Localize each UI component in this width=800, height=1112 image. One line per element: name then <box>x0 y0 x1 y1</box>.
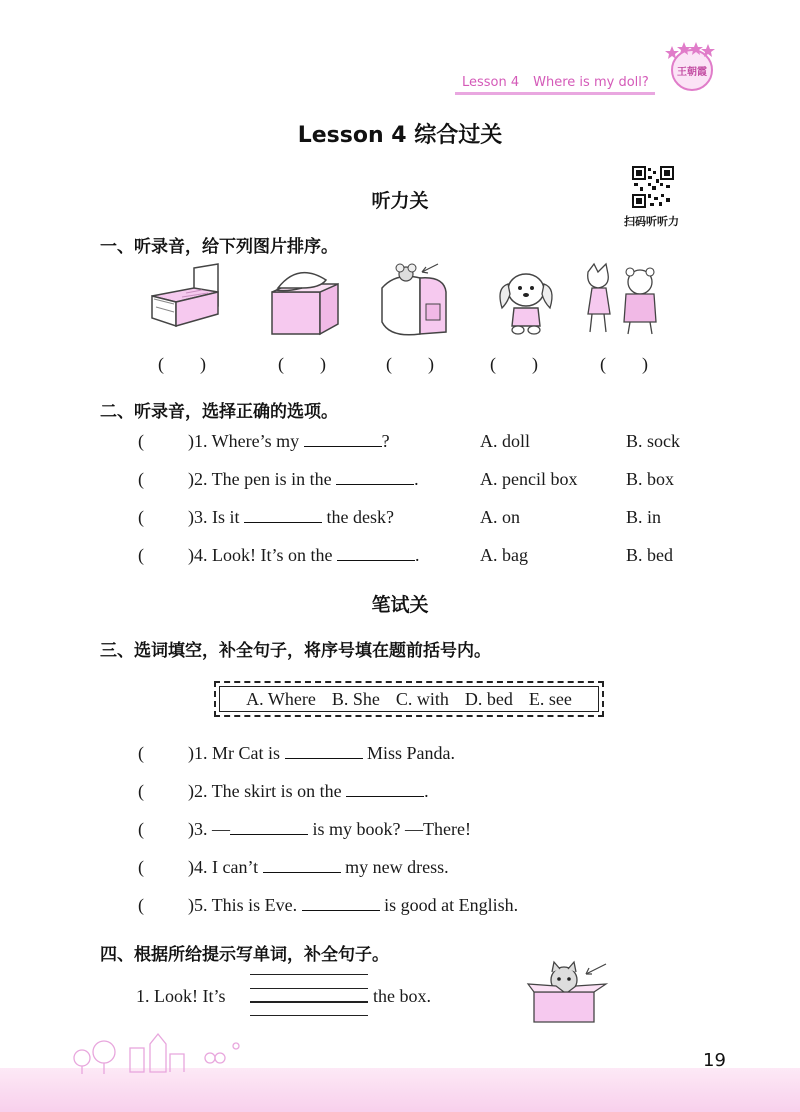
header-divider <box>455 92 655 95</box>
question-suffix: . <box>414 469 419 489</box>
blank-line <box>263 858 341 873</box>
fill-question-row <box>0 857 800 883</box>
box-with-cap-icon <box>262 262 344 338</box>
castle-decoration-icon <box>60 1024 260 1074</box>
question-suffix: . <box>424 781 429 801</box>
word-option: D. bed <box>464 688 513 709</box>
option-b[interactable]: B. sock <box>626 431 680 451</box>
writing-line <box>250 988 368 989</box>
question-suffix: is my book? —There! <box>308 819 471 839</box>
part2-title: 二、听录音，选择正确的选项。 <box>100 402 338 422</box>
word-option: E. see <box>528 688 572 709</box>
question-prefix: )2. The skirt is on the <box>188 781 347 801</box>
answer-paren[interactable]: ( <box>138 857 144 877</box>
question-prefix: )3. Is it <box>188 507 244 527</box>
bag-with-mouse-icon <box>376 262 458 338</box>
blank-line <box>302 896 380 911</box>
fill-question-row <box>0 781 800 807</box>
qr-code-icon[interactable] <box>632 166 674 208</box>
fill-question-row <box>0 743 800 769</box>
option-a[interactable]: A. bag <box>480 545 528 565</box>
option-a[interactable]: A. doll <box>480 431 531 451</box>
part4-q1-prefix: 1. Look! It’s <box>136 986 226 1006</box>
question-suffix: is good at English. <box>379 895 519 915</box>
answer-paren[interactable]: ( <box>138 819 144 839</box>
part4-title: 四、根据所给提示写单词，补全句子。 <box>100 945 389 965</box>
blank-line <box>244 508 322 523</box>
header-subtitle: Where is my doll? <box>533 75 649 90</box>
question-text <box>188 545 419 566</box>
question-prefix: )2. The pen is in the <box>188 469 337 489</box>
cat-in-box-icon <box>526 958 610 1026</box>
picture-5-paren[interactable]: ( ) <box>600 354 648 374</box>
option-a[interactable]: A. on <box>480 507 520 527</box>
picture-1-paren[interactable]: ( ) <box>158 354 206 374</box>
answer-paren[interactable]: ( <box>138 469 144 489</box>
question-suffix: my new dress. <box>340 857 449 877</box>
question-text <box>188 507 394 528</box>
blank-line <box>346 782 424 797</box>
writing-answer-line[interactable] <box>250 1001 368 1003</box>
blank-line <box>230 820 308 835</box>
listening-question-row <box>0 431 800 457</box>
answer-paren[interactable]: ( <box>138 781 144 801</box>
part4-q1-suffix: the box. <box>373 986 431 1006</box>
question-prefix: )1. Where’s my <box>188 431 304 451</box>
question-prefix: )1. Mr Cat is <box>188 743 285 763</box>
picture-2-paren[interactable]: ( ) <box>278 354 326 374</box>
fill-question-row <box>0 819 800 845</box>
listening-question-row <box>0 545 800 571</box>
option-a[interactable]: A. pencil box <box>480 469 578 489</box>
question-prefix: )4. Look! It’s on the <box>188 545 337 565</box>
blank-line <box>285 744 363 759</box>
option-b[interactable]: B. box <box>626 469 675 489</box>
blank-line <box>304 432 382 447</box>
fox-and-bear-icon <box>580 262 662 338</box>
writing-line <box>250 974 368 975</box>
answer-paren[interactable]: ( <box>138 431 144 451</box>
word-option: C. with <box>395 688 449 709</box>
question-suffix: . <box>414 545 420 565</box>
blank-line <box>336 470 414 485</box>
question-text <box>188 431 390 452</box>
puppy-doll-icon <box>486 262 568 338</box>
question-text <box>188 469 419 490</box>
footer-band <box>0 1068 800 1112</box>
answer-paren[interactable]: ( <box>138 545 144 565</box>
page-title: Lesson 4 综合过关 <box>297 123 503 148</box>
logo-text: 王朝霞 <box>677 67 707 78</box>
word-option: A. Where <box>246 688 316 709</box>
part1-title: 一、听录音，给下列图片排序。 <box>100 237 338 257</box>
writing-line <box>250 1015 368 1016</box>
question-prefix: )3. — <box>188 819 230 839</box>
listening-heading: 听力关 <box>371 190 429 212</box>
question-suffix: the desk? <box>322 507 394 527</box>
bed-picture-icon <box>146 262 228 338</box>
fill-question-row <box>0 895 800 921</box>
listening-question-row <box>0 469 800 495</box>
blank-line <box>337 546 415 561</box>
page-number: 19 <box>703 1050 726 1071</box>
header-logo <box>664 38 720 94</box>
option-b[interactable]: B. in <box>626 507 662 527</box>
picture-4-paren[interactable]: ( ) <box>490 354 538 374</box>
qr-caption: 扫码听听力 <box>624 215 679 228</box>
answer-paren[interactable]: ( <box>138 895 144 915</box>
writing-heading: 笔试关 <box>371 594 429 616</box>
question-text <box>188 895 518 916</box>
question-text <box>188 781 429 802</box>
part3-title: 三、选词填空，补全句子，将序号填在题前括号内。 <box>100 641 491 661</box>
answer-paren[interactable]: ( <box>138 507 144 527</box>
question-suffix: ? <box>381 431 390 451</box>
option-b[interactable]: B. bed <box>626 545 673 565</box>
listening-question-row <box>0 507 800 533</box>
header-lesson-label: Lesson 4 <box>462 75 520 90</box>
answer-paren[interactable]: ( <box>138 743 144 763</box>
word-bank-box <box>214 681 604 717</box>
question-prefix: )5. This is Eve. <box>188 895 302 915</box>
header-lesson <box>462 75 649 90</box>
word-option: B. She <box>331 688 380 709</box>
question-prefix: )4. I can’t <box>188 857 263 877</box>
question-text <box>188 857 449 878</box>
question-text <box>188 819 471 840</box>
question-suffix: Miss Panda. <box>362 743 456 763</box>
picture-3-paren[interactable]: ( ) <box>386 354 434 374</box>
question-text <box>188 743 455 764</box>
